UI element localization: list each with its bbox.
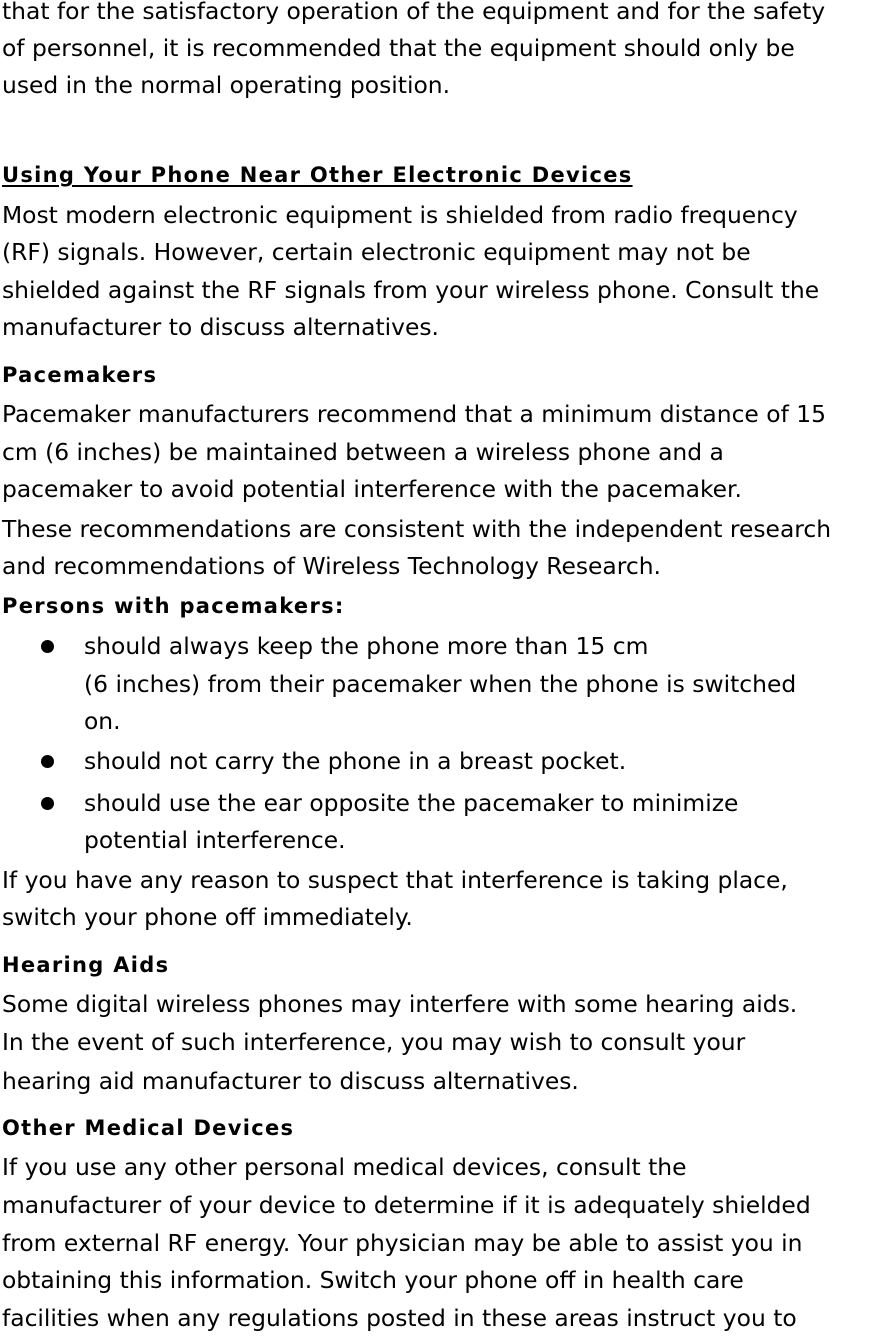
paragraph-line: facilities when any regulations posted in these areas instruct you to (2, 1304, 797, 1332)
bullet-item-line: on. (84, 707, 121, 735)
bullet-item-line: should use the ear opposite the pacemaker to minimize (84, 789, 739, 817)
paragraph-line: If you have any reason to suspect that interference is taking place, (2, 866, 788, 894)
bullet-item-line: potential interference. (84, 826, 346, 854)
bullet-icon (41, 755, 54, 768)
intro-line: of personnel, it is recommended that the equipment should only be (2, 34, 795, 62)
bullet-item-line: (6 inches) from their pacemaker when the phone is switched (84, 670, 797, 698)
bullet-item-line: should not carry the phone in a breast pocket. (84, 747, 627, 775)
paragraph-line: Most modern electronic equipment is shielded from radio frequency (2, 201, 798, 229)
paragraph-line: If you use any other personal medical devices, consult the (2, 1153, 687, 1181)
section-heading-other-medical-devices: Other Medical Devices (2, 1116, 295, 1140)
section-heading-persons-with-pacemakers: Persons with pacemakers: (2, 594, 345, 618)
paragraph-line: shielded against the RF signals from your wireless phone. Consult the (2, 276, 820, 304)
paragraph-line: manufacturer of your device to determine if it is adequately shielded (2, 1191, 811, 1219)
paragraph-line: Some digital wireless phones may interfere with some hearing aids. (2, 990, 798, 1018)
paragraph-line: and recommendations of Wireless Technology Research. (2, 552, 661, 580)
section-heading-electronic-devices: Using Your Phone Near Other Electronic Devices (2, 163, 633, 187)
bullet-item-line: should always keep the phone more than 15 cm (84, 632, 649, 660)
bullet-icon (41, 640, 54, 653)
paragraph-line: These recommendations are consistent with the independent research (2, 515, 832, 543)
paragraph-line: (RF) signals. However, certain electronic equipment may not be (2, 238, 751, 266)
paragraph-line: from external RF energy. Your physician may be able to assist you in (2, 1229, 803, 1257)
section-heading-hearing-aids: Hearing Aids (2, 953, 170, 977)
paragraph-line: switch your phone off immediately. (2, 903, 413, 931)
paragraph-line: In the event of such interference, you may wish to consult your (2, 1028, 746, 1056)
section-heading-pacemakers: Pacemakers (2, 363, 158, 387)
paragraph-line: manufacturer to discuss alternatives. (2, 313, 439, 341)
bullet-icon (41, 797, 54, 810)
paragraph-line: Pacemaker manufacturers recommend that a minimum distance of 15 (2, 400, 827, 428)
paragraph-line: pacemaker to avoid potential interference with the pacemaker. (2, 475, 742, 503)
paragraph-line: obtaining this information. Switch your phone off in health care (2, 1266, 744, 1294)
intro-line: used in the normal operating position. (2, 71, 451, 99)
paragraph-line: cm (6 inches) be maintained between a wireless phone and a (2, 438, 724, 466)
paragraph-line: hearing aid manufacturer to discuss alternatives. (2, 1067, 579, 1095)
intro-line: that for the satisfactory operation of the equipment and for the safety (2, 0, 826, 25)
